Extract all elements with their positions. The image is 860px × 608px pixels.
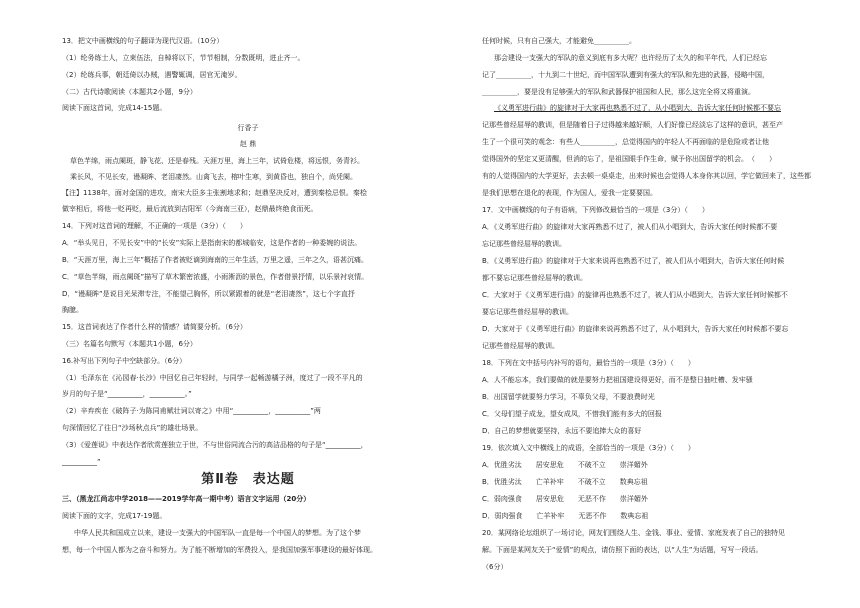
passage-line-1: 中华人民共和国成立以来，建设一支强大的中国军队一直是每一个中国人的梦想。为了这个梦 — [74, 529, 361, 537]
q14-option-c: C．“草色芊绵，雨点阑斑”描写了草木繁密浓盛，小雨淅沥的景色，作者借景抒情，以乐景衬哀情。 — [62, 273, 369, 281]
q14-option-d: D．“谩凝眸”是说目光呆滞专注，不能望己胸怀，所以紧跟着的就是“老泪凄然”，这七个字直抒 — [62, 290, 355, 298]
q19-option-b: B．优胜劣汰 亡羊补牢 不破不立 数典忘祖 — [482, 478, 648, 486]
q17-option-a: A．《义勇军进行曲》的旋律对大家再熟悉不过了，被人们从小唱到大，告诉大家任何时候都不要 — [482, 223, 778, 231]
q17-option-d: D．大家对于《义勇军进行曲》的旋律来说再熟悉不过了，从小唱到大，告诉大家任何时候都不要忘 — [482, 325, 789, 333]
passage-instruction: 阅读下面的文字，完成17-19题。 — [62, 512, 167, 520]
q20-heading: 20．某网络论坛组织了一场讨论，网友们围绕人生、金钱、事业、爱情、家庭发表了自己的独特见 — [482, 529, 785, 537]
recitation-section-heading: （三）名篇名句默写（本题共1小题，6分） — [62, 340, 197, 348]
poetry-instruction: 阅读下面这首词，完成14-15题。 — [62, 104, 167, 112]
poetry-section-heading: （二）古代诗歌阅读（本题共2小题，9分） — [62, 88, 197, 96]
q14-heading: 14．下列对这首词的理解，不正确的一项是（3分）（ ） — [62, 222, 247, 230]
q16-heading: 16.补写出下列句子中空缺部分。（6分） — [62, 357, 187, 365]
q20-heading-cont: 解。下面是某网友关于“爱情”的观点，请仿照下面的表达，以“人生”为话题，写写一段话。 — [482, 546, 763, 554]
q17-option-b: B．《义勇军进行曲》的旋律对于大家来说再也熟悉不过了，被人们从小唱到大，告诉大家任何时候 — [482, 257, 785, 265]
passage-line-8: 记那些曾经屈辱的教训，但是随着日子过得越来越好顺，人们好像已经淡忘了这样的意识，甚至产 — [482, 121, 783, 129]
q17-option-c: C．大家对于《义勇军进行曲》的旋律再也熟悉不过了，被人们从小唱到大，告诉大家任何时候都不 — [482, 291, 788, 299]
q16-part-2-cont: 句深情回忆了往日“沙场秋点兵”的雄壮场景。 — [62, 424, 203, 432]
passage-line-3: 任何时候，只有自己强大，才能避免__________。 — [482, 37, 636, 45]
q16-part-2: （2）辛弃疾在《破阵子·为陈同甫赋壮词以寄之》中用“__________，__________”两 — [62, 407, 321, 415]
q18-option-c: C．父母们望子成龙，望女成凤，不惜我们能有多大的回报 — [482, 410, 662, 418]
q16-part-3: （3）《爱莲说》中表达作者欣赏莲独立于世，不与世俗同流合污的高洁品格的句子是“__________， — [62, 441, 368, 449]
q13-sentence-1: （1）纶务练士人，立束伍法，自棹将以下，节节相制，分数既明，进止齐一。 — [62, 54, 305, 62]
q18-heading: 18．下列在文中括号内补写的语句，最恰当的一项是（3分）（ ） — [482, 359, 695, 367]
q16-part-3-cont: __________” — [62, 458, 101, 466]
q19-option-a: A．优胜劣汰 居安思危 不破不立 崇洋媚外 — [482, 461, 648, 469]
q16-part-1-cont: 岁月的句子是“__________，__________。” — [62, 390, 192, 398]
q16-part-1: （1）毛泽东在《沁园春·长沙》中回忆自己年轻时，与同学一起畅游橘子洲，度过了一段不平凡的 — [62, 374, 363, 382]
q18-option-d: D．自己的梦想就要坚持，永远不要追捧大众的喜好 — [482, 427, 642, 435]
q14-option-b: B．“天涯万里，海上三年”概括了作者被贬谪到海南的三年生活，万里之遥，三年之久，语甚沉痛。 — [62, 256, 369, 264]
passage-line-6: __________，要是没有足够强大的军队和武器保护祖国和人民，那么这完全将又将重演。 — [482, 88, 755, 96]
poem-title: 行香子 — [237, 124, 259, 132]
section-intro: 三、（黑龙江尚志中学2018——2019学年高一期中考）语言文字运用（20分） — [62, 495, 311, 503]
q14-option-d-cont: 胸臆。 — [62, 306, 83, 314]
poem-note-2: 做宰相后，将他一贬再贬，最后流放到吉阳军（今海南三亚），赵鼎最终绝食而死。 — [62, 205, 318, 213]
q14-option-a: A．“举头见日，不见长安”中的“长安”实际上是指南宋的都城临安，这是作者的一种委婉的说法。 — [62, 239, 362, 247]
poem-note-1: 【注】1138年，面对金国的进攻，南宋大臣多主张割地求和；赵鼎坚决反对，遭到秦桧忌恨。秦桧 — [62, 189, 367, 197]
passage-underlined-1: 《义勇军进行曲》的旋律对于大家再也熟悉不过了，从小唱到大，告诉大家任何时候都不要忘 — [494, 104, 781, 112]
q19-heading: 19．依次填入文中横线上的成语，全部恰当的一项是（3分）（ ） — [482, 444, 695, 452]
passage-line-4: 那会建设一支强大的军队的意义到底有多大呢？也许经历了太久的和平年代，人们已经忘 — [494, 54, 767, 62]
q19-option-d: D．弱肉强食 亡羊补牢 无恶不作 数典忘祖 — [482, 512, 649, 520]
passage-line-5: 记了__________，十九到二十世纪，而中国军队遭到有强大的军队和先进的武器，侵略中国， — [482, 71, 769, 79]
poem-line-2: 乘长风，不见长安，谩凝眸、老泪凄然。山禽飞去，榕叶生寒，到黄昏也，独自个，尚凭阑。 — [70, 173, 357, 181]
q17-option-d-cont: 记那些曾经屈辱的教训。 — [482, 342, 559, 350]
q17-heading: 17．文中画横线的句子有语病，下列修改最恰当的一项是（3分）（ ） — [482, 206, 709, 214]
q18-option-b: B．出国留学就要努力学习，不辜负父母，不要浪费时光 — [482, 393, 655, 401]
passage-line-9: 生了一个很可笑的观念：有些人__________，总觉得国内的年轻人不再面临的是危险或者让他 — [482, 138, 769, 146]
q17-option-a-cont: 忘记那些曾经屈辱的教训。 — [482, 240, 566, 248]
passage-line-11: 有的人觉得国内的大学更好，去去顿一桌桌走，出来时候也会觉得人本身你其以回，学它做回来了，这些都 — [482, 172, 811, 180]
passage-line-12: 是我们思想在退化的表现，作为国人，爱我一定要要国。 — [482, 189, 657, 197]
passage-line-2: 想，每一个中国人都为之奋斗和努力。为了能不断增加的军费投入，是我国加强军事建设的最好体现。 — [62, 546, 377, 554]
poem-line-1: 草色芊绵，雨点阑斑，静飞花、还是春残。天涯万里，海上三年，试倚危楼，将远恨，务青衫。 — [70, 157, 364, 165]
section-title: 第Ⅱ卷 表达题 — [201, 472, 295, 487]
q13-sentence-2: （2）纶练兵事，朝廷倚以办贼，遇警辄调，居官无淹岁。 — [62, 71, 242, 79]
q19-option-c: C．弱肉强食 居安思危 无恶不作 崇洋媚外 — [482, 495, 648, 503]
q18-option-a: A．人不能忘本，我们要做的就是要努力把祖国建设得更好，而不是整日抽吐槽、发牢骚 — [482, 376, 753, 384]
passage-line-10: 觉得国外的坚定又更清醒，但消的忘了，是祖国眼手作生命，赋予你出国留学的机会。 （ ） — [482, 155, 776, 163]
poem-author: 赵 鼎 — [239, 140, 257, 148]
q13-heading: 13．把文中画横线的句子翻译为现代汉语。（10分） — [62, 37, 224, 45]
q17-option-b-cont: 都不要忘记那些曾经屈辱的教训。 — [482, 274, 587, 282]
q20-points: （6分） — [482, 563, 508, 571]
q15-heading: 15．这首词表达了作者什么样的情感？请简要分析。（6分） — [62, 323, 247, 331]
q17-option-c-cont: 要忘记那些曾经屈辱的教训。 — [482, 308, 573, 316]
